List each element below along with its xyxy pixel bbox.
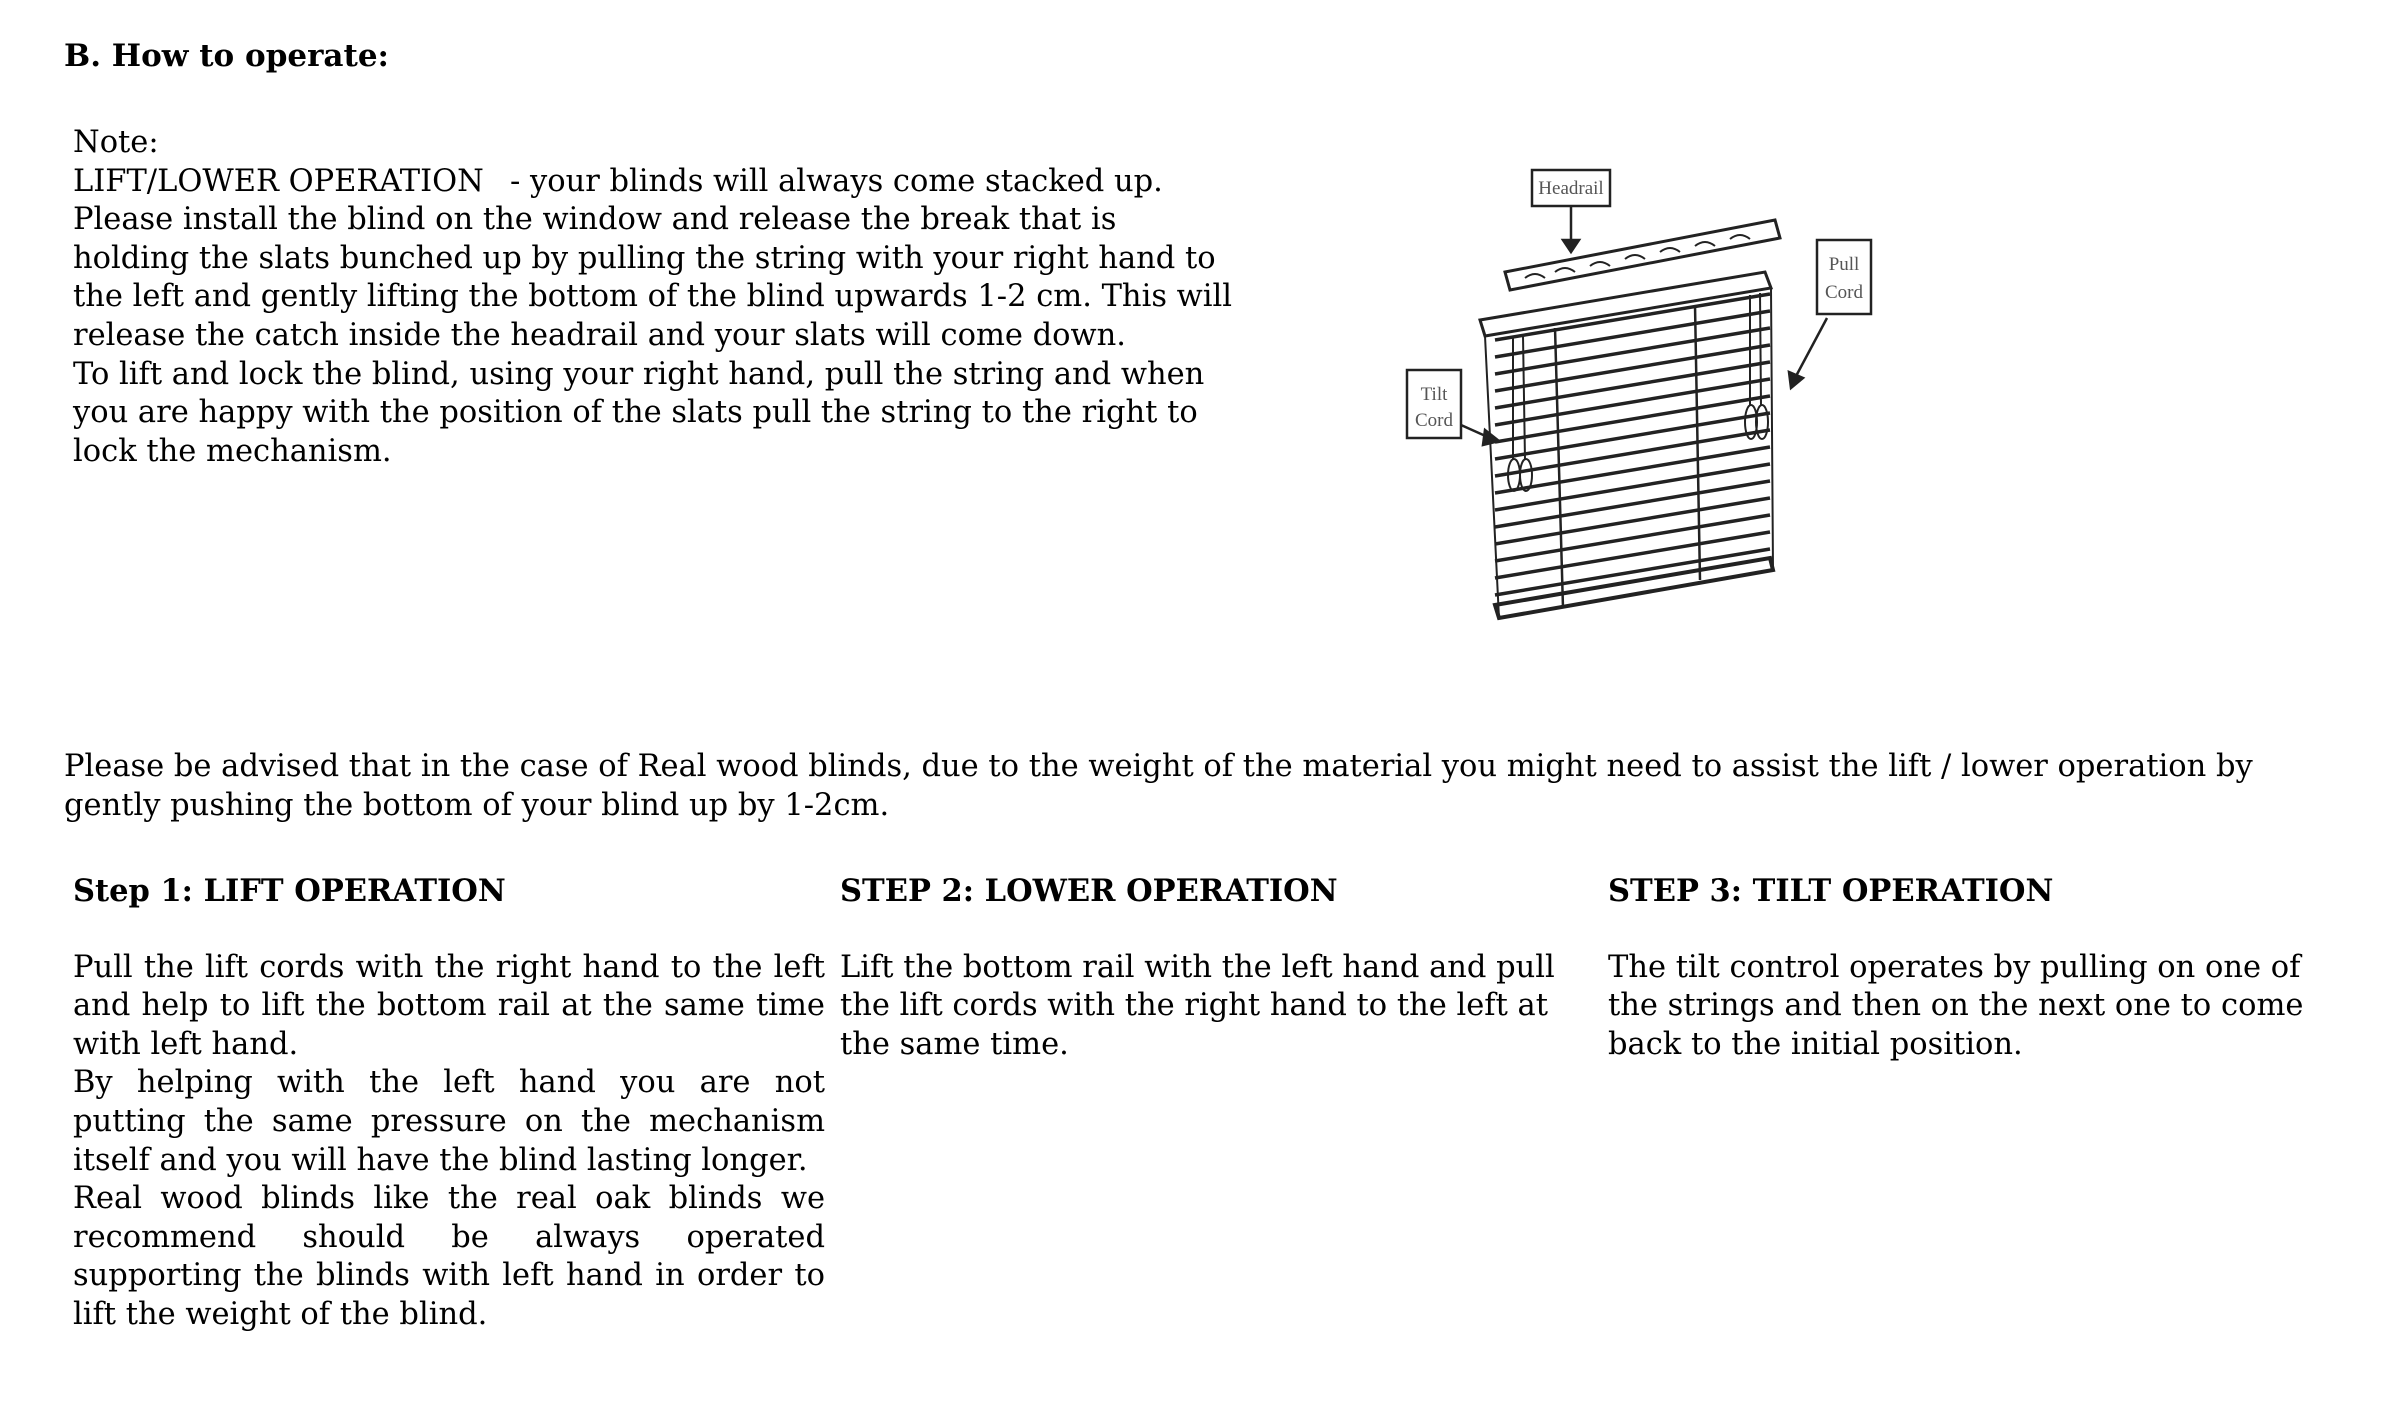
tilt-cord-arrow-head: [1483, 430, 1499, 445]
tilt-label-line1: Tilt: [1420, 384, 1448, 405]
step-3-column: [1608, 872, 2348, 1064]
tilt-cord: [1508, 336, 1532, 491]
blind-diagram: [1395, 160, 1895, 670]
headrail-arrow-head: [1563, 240, 1579, 252]
real-wood-advice: Please be advised that in the case of Real wood blinds, due to the weight of the material you might need to assist the lift / lower operation by gently pushing the bottom of your blind up by 1-2cm.: [64, 749, 2253, 823]
headrail-label: Headrail: [1538, 178, 1604, 199]
lock-paragraph: To lift and lock the blind, using your right hand, pull the string and when you are happy with the position of the slats pull the string to the right to lock the mechanism.: [73, 356, 1205, 469]
lift-lower-text: - your blinds will always come stacked up. Please install the blind on the window and release the break that is holding the slats bunched up by pulling the string with your right hand to the left and gently lifting the bottom of the blind upwards 1-2 cm. This will release the catch inside the headrail and your slats will come down.: [73, 163, 1233, 353]
pull-cord-arrow-head: [1789, 372, 1803, 388]
pull-cord-arrow: [1795, 318, 1827, 378]
pull-label-line2: Cord: [1825, 282, 1863, 303]
step-1-column: [73, 872, 825, 1335]
note-block: [73, 124, 1233, 471]
step-2-title: STEP 2: LOWER OPERATION: [840, 873, 1338, 909]
lift-lower-tag: LIFT/LOWER OPERATION: [73, 163, 484, 199]
pull-label-line1: Pull: [1828, 254, 1860, 275]
section-heading: B. How to operate:: [64, 38, 390, 74]
step-1-paragraph-3: Real wood blinds like the real oak blinds we recommend should be always operated supporting the blinds with left hand in order to lift the weight of the blind.: [73, 1181, 825, 1332]
tilt-label-line2: Cord: [1415, 410, 1453, 431]
step-1-title: Step 1: LIFT OPERATION: [73, 873, 506, 909]
lift-lower-paragraph: [73, 163, 1233, 356]
step-1-paragraph-2: By helping with the left hand you are not putting the same pressure on the mechanism itself and you will have the blind lasting longer.: [73, 1065, 825, 1178]
step-1-paragraph-1: Pull the lift cords with the right hand to the left and help to lift the bottom rail at the same time with left hand.: [73, 949, 825, 1062]
step-3-title: STEP 3: TILT OPERATION: [1608, 873, 2054, 909]
step-2-column: [840, 872, 1600, 1064]
step-3-paragraph-1: The tilt control operates by pulling on one of the strings and then on the next one to come back to the initial position.: [1608, 949, 2304, 1062]
note-label: Note:: [73, 125, 159, 160]
slats: [1495, 294, 1770, 595]
step-2-paragraph-1: Lift the bottom rail with the left hand and pull the lift cords with the right hand to the left at the same time.: [840, 949, 1555, 1062]
